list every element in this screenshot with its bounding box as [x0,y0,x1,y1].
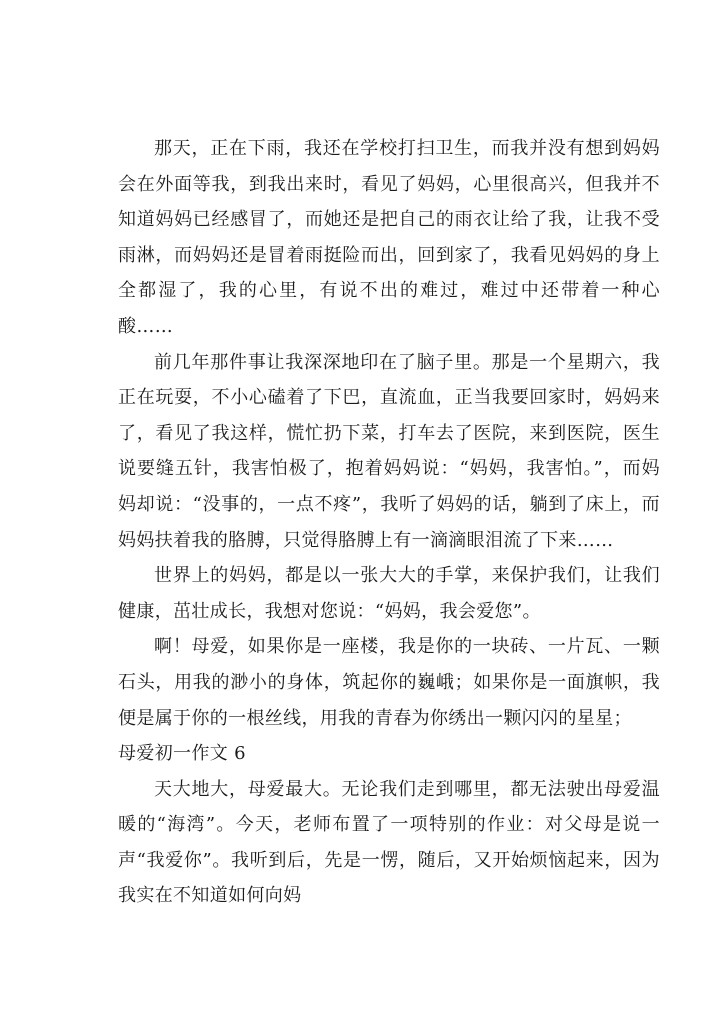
paragraph-chin-injury: 前几年那件事让我深深地印在了脑子里。那是一个星期六，我正在玩耍，不小心磕着了下巴，直流血，正当我要回家时，妈妈来了，看见了我这样，慌忙扔下菜，打车去了医院，来到医院，医生说要缝五针，我害怕极了，抱着妈妈说：“妈妈，我害怕。”，而妈妈却说：“没事的，一点不疼”，我听了妈妈的话，躺到了床上，而妈妈扶着我的胳膊，只觉得胳膊上有一滴滴眼泪流了下来…… [118,351,660,551]
section-heading: 母爱初一作文 6 [118,743,246,765]
document-body [118,131,660,914]
paragraph-rainy-day: 那天，正在下雨，我还在学校打扫卫生，而我并没有想到妈妈会在外面等我，到我出来时，看见了妈妈，心里很高兴，但我并不知道妈妈已经感冒了，而她还是把自己的雨衣让给了我，让我不受雨淋，而妈妈还是冒着雨挺险而出，回到家了，我看见妈妈的身上全都湿了，我的心里，有说不出的难过，难过中还带着一种心酸…… [118,138,660,337]
paragraph-essay-6-opening: 天大地大，母爱最大。无论我们走到哪里，都无法驶出母爱温暖的“海湾”。今天，老师布置了一项特别的作业：对父母是说一声“我爱你”。我听到后，先是一愣，随后，又开始烦恼起来，因为我实在不知道如何向妈 [118,778,660,907]
paragraph-ode-to-mother-love: 啊！母爱，如果你是一座楼，我是你的一块砖、一片瓦、一颗石头，用我的渺小的身体，筑起你的巍峨；如果你是一面旗帜，我便是属于你的一根丝线，用我的青春为你绣出一颗闪闪的星星； [118,636,660,729]
paragraph-mothers-hands: 世界上的妈妈，都是以一张大大的手掌，来保护我们，让我们健康，茁壮成长，我想对您说：“妈妈，我会爱您”。 [118,565,660,622]
